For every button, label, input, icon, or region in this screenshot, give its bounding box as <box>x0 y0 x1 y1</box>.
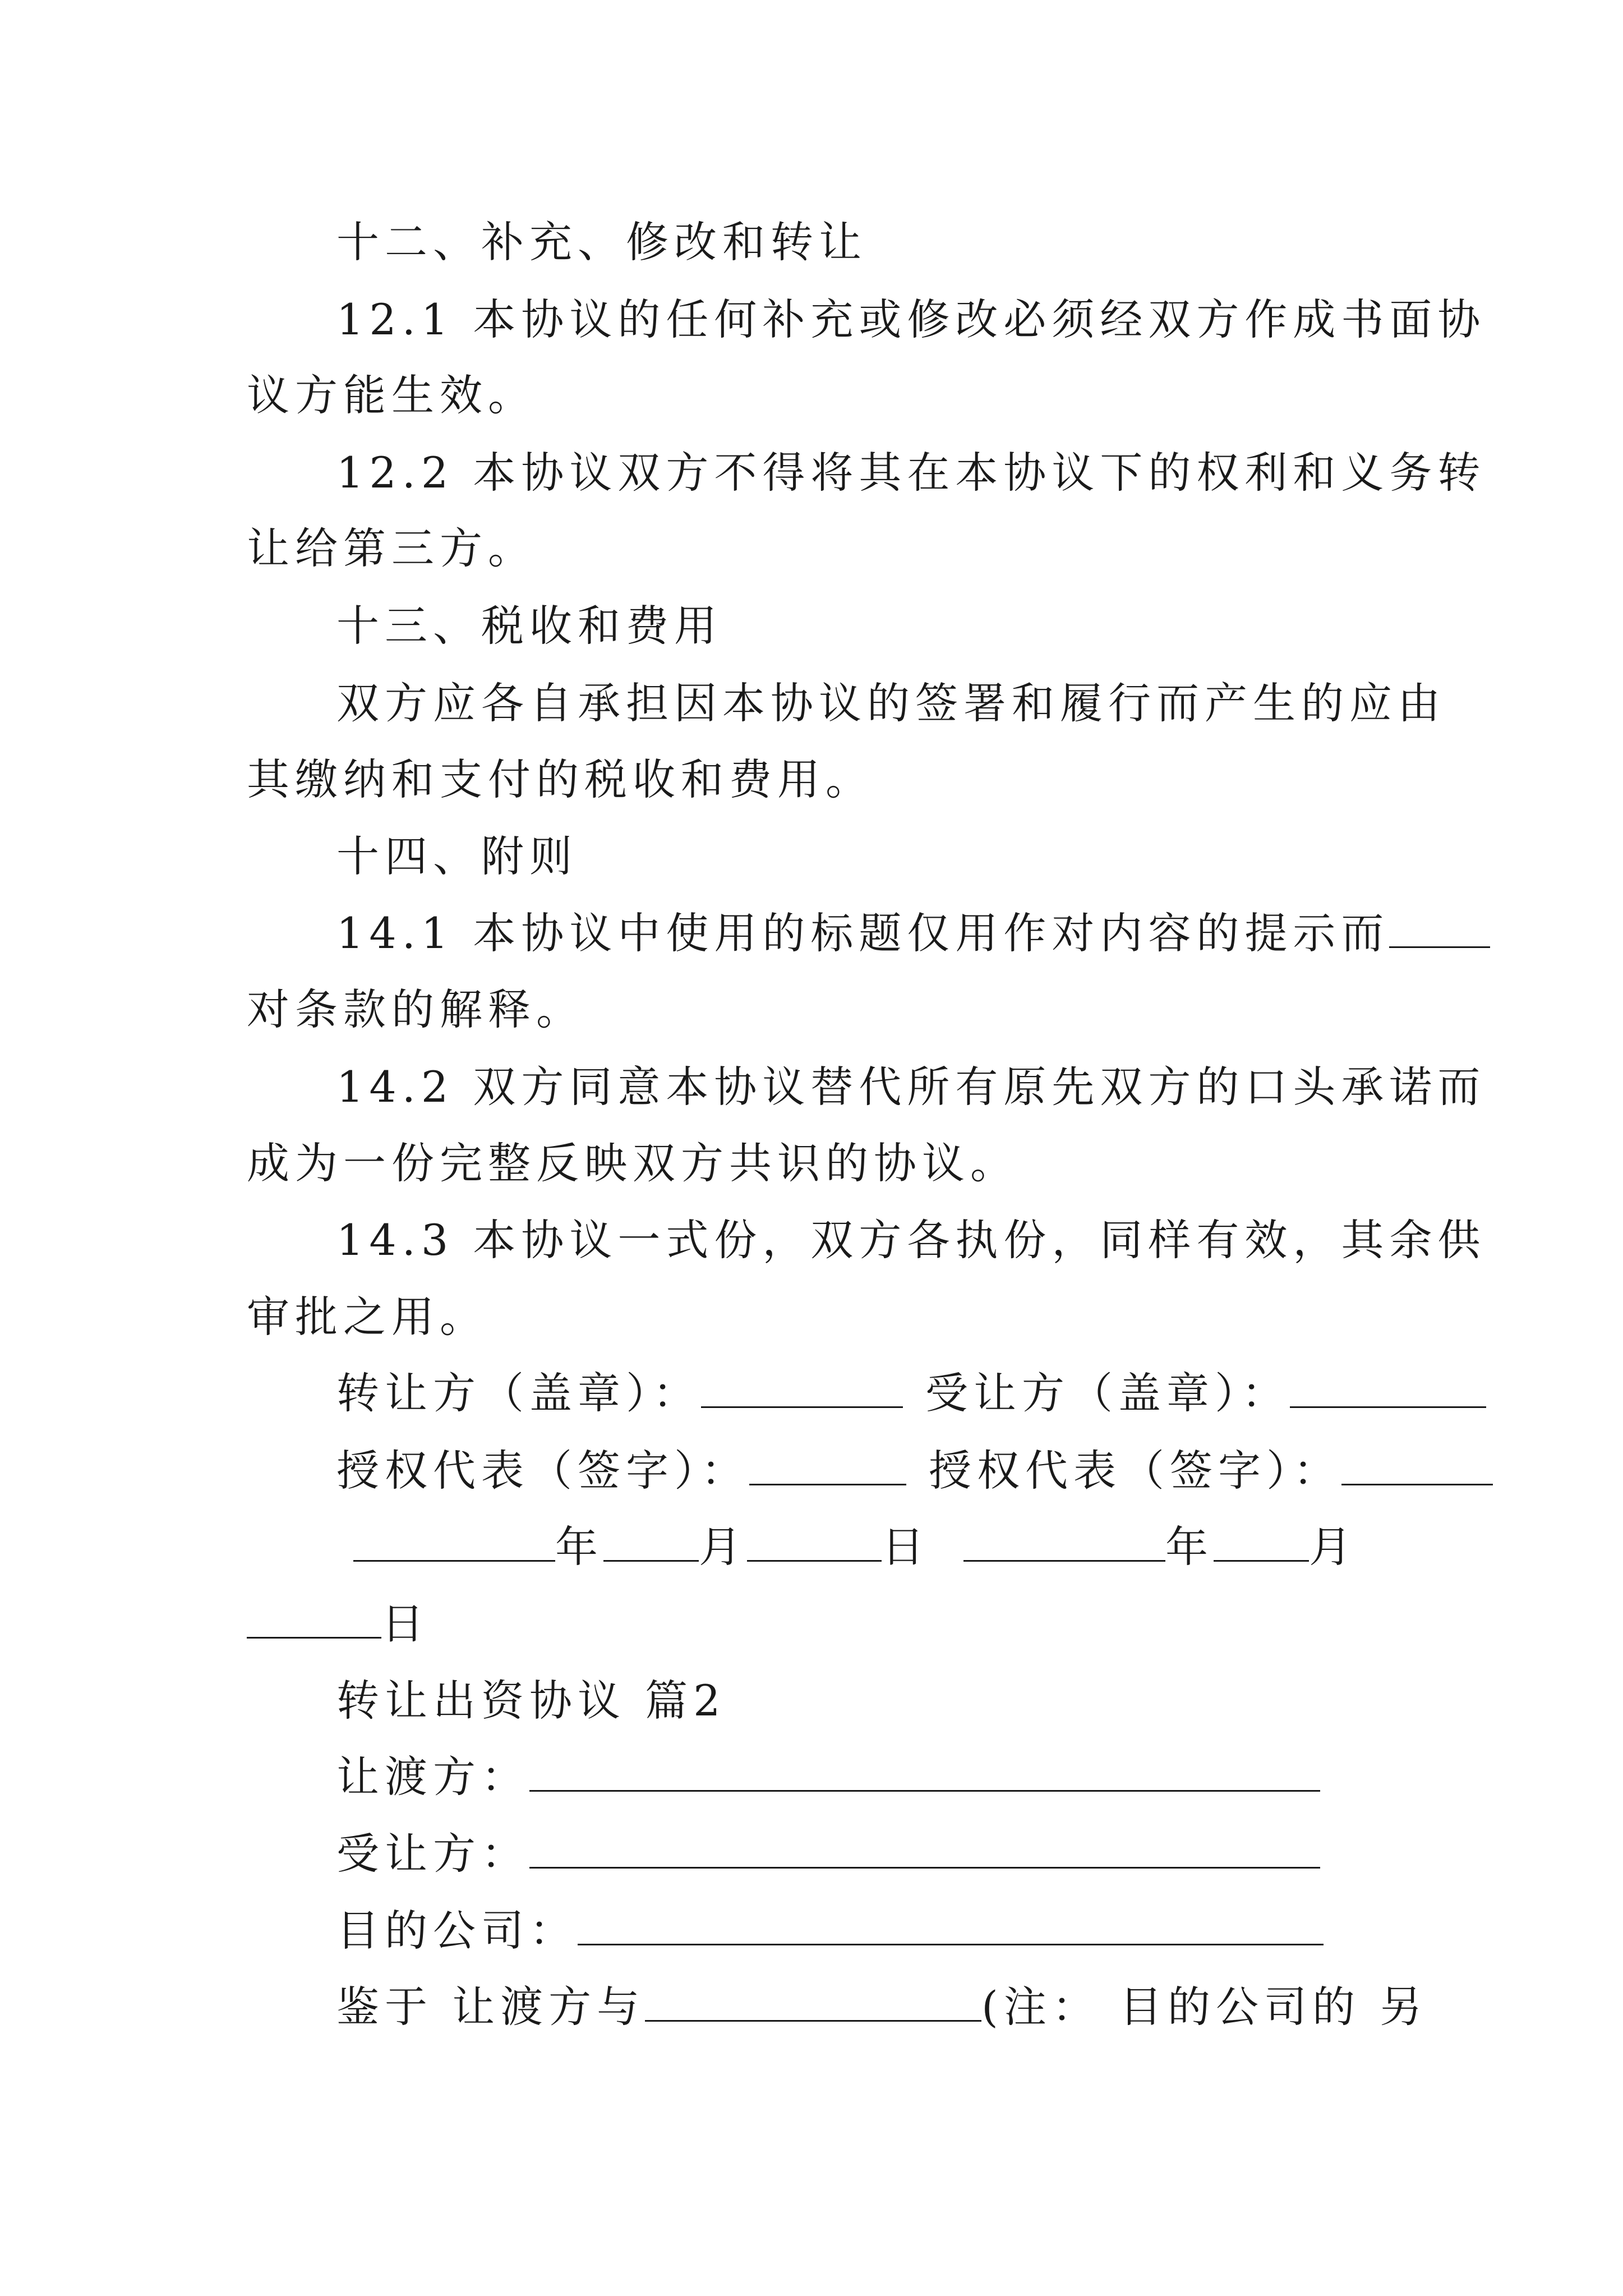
transferee-seal-label: 受让方（盖章）： <box>925 1368 1290 1418</box>
auth-rep-sign-label-2: 授权代表（签字）： <box>929 1446 1341 1496</box>
month-label-1: 月 <box>699 1522 747 1572</box>
auth-rep-sign-blank-1 <box>749 1450 906 1485</box>
target-company-blank <box>578 1910 1324 1945</box>
clause-14-1-text: 14.1 本协议中使用的标题仅用作对内容的提示而 <box>336 908 1390 958</box>
whereas-blank <box>645 1986 981 2022</box>
year-label-2: 年 <box>1165 1522 1214 1572</box>
clause-14-2-line-2: 成为一份完整反映双方共识的协议。 <box>247 1138 1018 1188</box>
whereas-text-1: 鉴于 让渡方与 <box>336 1982 645 2032</box>
section-13-heading: 十三、税收和费用 <box>336 601 722 651</box>
clause-12-1-line-2: 议方能生效。 <box>247 370 536 420</box>
year-blank-1 <box>353 1526 555 1562</box>
assignor-line <box>336 1749 1320 1805</box>
transferee-seal-blank <box>1290 1373 1486 1408</box>
day-label-1: 日 <box>882 1522 930 1572</box>
day-blank-1 <box>747 1526 882 1562</box>
seal-line <box>336 1365 1486 1421</box>
whereas-line <box>336 1979 1428 2035</box>
month-label-2: 月 <box>1309 1522 1357 1572</box>
section-13-line-2: 其缴纳和支付的税收和费用。 <box>247 754 874 804</box>
assignor-label: 让渡方： <box>336 1752 529 1802</box>
target-company-line <box>336 1903 1324 1959</box>
clause-14-1-blank <box>1389 913 1490 948</box>
clause-14-2-line-1: 14.2 双方同意本协议替代所有原先双方的口头承诺而 <box>336 1062 1486 1112</box>
year-label-1: 年 <box>555 1522 603 1572</box>
month-blank-1 <box>603 1526 699 1562</box>
clause-12-1-line-1: 12.1 本协议的任何补充或修改必须经双方作成书面协 <box>336 295 1486 344</box>
section-12-heading: 十二、补充、修改和转让 <box>336 217 867 267</box>
auth-rep-sign-blank-2 <box>1341 1450 1493 1485</box>
month-blank-2 <box>1214 1526 1309 1562</box>
day-blank-2 <box>247 1603 381 1639</box>
date-line <box>353 1519 1357 1575</box>
target-company-label: 目的公司： <box>336 1906 578 1955</box>
assignee-blank <box>529 1833 1320 1869</box>
clause-14-1-line-2: 对条款的解释。 <box>247 984 584 1034</box>
assignor-blank <box>529 1756 1320 1792</box>
whereas-text-2: (注： 目的公司的 另 <box>981 1982 1428 2032</box>
transferor-seal-label: 转让方（盖章）： <box>336 1368 701 1418</box>
section-13-line-1: 双方应各自承担因本协议的签署和履行而产生的应由 <box>336 678 1446 728</box>
clause-12-2-line-1: 12.2 本协议双方不得将其在本协议下的权利和义务转 <box>336 448 1486 498</box>
clause-14-3-line-2: 审批之用。 <box>247 1292 488 1342</box>
part-2-title: 转让出资协议 篇2 <box>336 1676 726 1726</box>
auth-rep-sign-label-1: 授权代表（签字）： <box>336 1446 749 1496</box>
section-14-heading: 十四、附则 <box>336 831 578 881</box>
day-label-2: 日 <box>381 1599 430 1649</box>
year-blank-2 <box>963 1526 1165 1562</box>
assignee-label: 受让方： <box>336 1829 529 1879</box>
clause-12-2-line-2: 让给第三方。 <box>247 523 536 573</box>
assignee-line <box>336 1826 1320 1882</box>
transferor-seal-blank <box>701 1373 903 1408</box>
clause-14-1-line-1 <box>336 905 1490 961</box>
signature-line <box>336 1443 1493 1499</box>
clause-14-3-line-1: 14.3 本协议一式份，双方各执份，同样有效，其余供 <box>336 1215 1486 1265</box>
date-line-continued <box>247 1596 430 1652</box>
